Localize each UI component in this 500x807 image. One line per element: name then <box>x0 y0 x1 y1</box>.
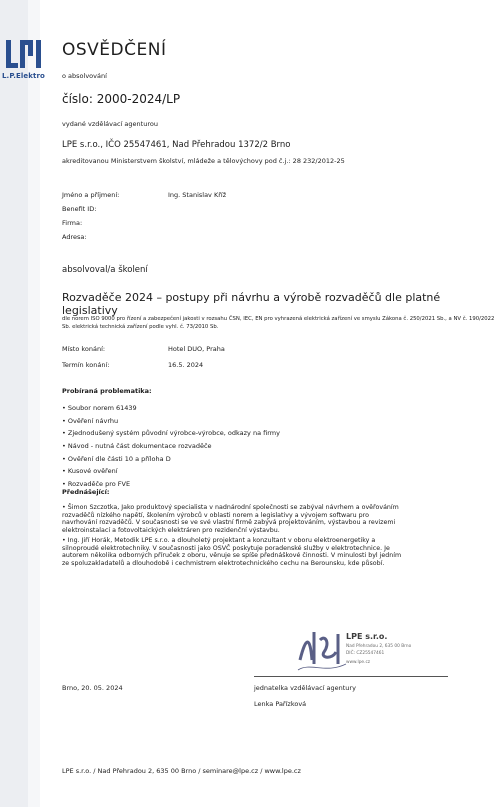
signature-icon <box>296 630 348 674</box>
company-line: LPE s.r.o., IČO 25547461, Nad Přehradou 1372/2 Brno <box>62 140 291 150</box>
list-item: • Soubor norem 61439 <box>62 402 280 415</box>
stamp-web: www.lpe.cz <box>346 660 371 665</box>
footer: LPE s.r.o. / Nad Přehradou 2, 635 00 Brno / seminare@lpe.cz / www.lpe.cz <box>62 767 301 775</box>
signer-role: jednatelka vzdělávací agentury <box>254 684 356 692</box>
lecturer-item: • Šimon Szczotka, Jako produktový specialista v nadnárodní společnosti se zabýval návrhem a ověřováním rozvaděčů nízkého napětí, školením výrobců v oblasti norem a legislativy a vývojem softwaru pro navrhování rozvaděčů. V současnosti se ve své vlastní firmě zabývá projektováním, výstavbou a revizemi elektroinstalací a fotovoltaických elektráren pro rezidenční výstavbu. <box>62 504 402 534</box>
topics-title: Probíraná problematika: <box>62 387 152 395</box>
stamp-address: Nad Přehradou 2, 635 00 Brno <box>346 644 412 649</box>
issued-by: vydané vzdělávací agenturou <box>62 120 158 128</box>
left-stripe-light <box>28 0 40 807</box>
company-stamp <box>296 630 456 675</box>
list-item: • Kusové ověření <box>62 465 280 478</box>
signer-name: Lenka Pařízková <box>254 700 307 708</box>
place-date: Brno, 20. 05. 2024 <box>62 684 123 692</box>
signature-line <box>254 676 448 677</box>
left-stripe <box>0 0 28 807</box>
lecturer-item: • Ing. Jiří Horák, Metodik LPE s.r.o. a dlouholetý projektant a konzultant v oboru elektroenergetiky a silnoproudé elektrotechniky. V současnosti jako OSVČ poskytuje poradenské služby v elektrotechnice. Je autorem několika odborných příruček z oboru, věnuje se spíše přednáškové činnosti. V minulosti byl jedním ze spoluzakladatelů a dlouhodobě i cechmistrem elektrotechnického cechu na Berounsku, kde působí. <box>62 537 402 567</box>
list-item: • Návod - nutná část dokumentace rozvaděče <box>62 440 280 453</box>
date-value: 16.5. 2024 <box>168 361 204 369</box>
venue-value: Hotel DUO, Praha <box>168 345 225 353</box>
venue-label: Místo konání: <box>62 345 106 353</box>
page-title: OSVĚDČENÍ <box>62 40 167 60</box>
subtitle: o absolvování <box>62 72 107 80</box>
accreditation: akreditovanou Ministerstvem školství, mládeže a tělovýchovy pod č.j.: 28 232/2012-25 <box>62 157 345 165</box>
address-label: Adresa: <box>62 233 87 241</box>
name-value: Ing. Stanislav Kříž <box>168 191 227 199</box>
list-item: • Rozvaděče pro FVE <box>62 478 280 491</box>
list-item: • Ověření dle části 10 a příloha D <box>62 453 280 466</box>
list-item: • Ověření návrhu <box>62 415 280 428</box>
list-item: • Zjednodušený systém původní výrobce-výrobce, odkazy na firmy <box>62 427 280 440</box>
date-label: Termín konání: <box>62 361 110 369</box>
certificate-number: číslo: 2000-2024/LP <box>62 92 181 106</box>
course-title: Rozvaděče 2024 – postupy při návrhu a výrobě rozvaděčů dle platné legislativy <box>62 291 441 317</box>
topics-list <box>62 402 280 491</box>
stamp-dic: DIČ: CZ25547461 <box>346 651 385 656</box>
lecturers-title: Přednášející: <box>62 488 110 496</box>
company-label: Firma: <box>62 219 83 227</box>
name-label: Jméno a příjmení: <box>62 191 120 199</box>
norms-text: dle norem ISO 9000 pro řízení a zabezpečení jakosti v rozsahu ČSN, IEC, EN pro vyhrazená elektrická zařízení ve smyslu Zákona č. 250/2021 Sb., a NV č. 190/2022 Sb. elektrická technická zařízení podle vyhl. č. 73/2010 Sb. <box>62 316 495 330</box>
stamp-name: LPE s.r.o. <box>346 632 388 641</box>
logo-text: L.P.Elektro <box>2 72 45 80</box>
benefit-id-label: Benefit ID: <box>62 205 97 213</box>
completed-label: absolvoval/a školení <box>62 265 148 275</box>
